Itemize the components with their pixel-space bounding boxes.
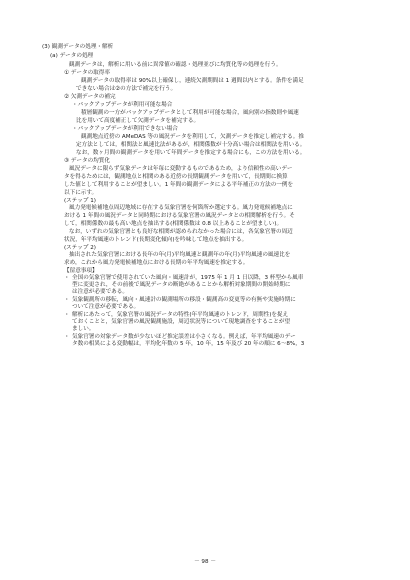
text-line: は注意が必要である。 xyxy=(72,289,128,295)
text-line: 以下に示す。 xyxy=(64,190,98,196)
section-heading: (3) 観測データの処理・解析 xyxy=(42,44,114,50)
text-line: 解析にあたって，気象官署の風況データの特性(年平均風速のトレンド，周期性)を捉え xyxy=(72,312,289,318)
text-line: なお，いずれの気象官署とも良好な相関が認められなかった場合には，各気象官署の周辺 xyxy=(69,229,293,235)
text-line: なお，数ヶ月間の観測データを用いて年間データを推定する場合にも，この方法を用いる。 xyxy=(76,150,306,156)
item-heading-homogenization: ③ データの均質化 xyxy=(64,158,110,164)
intro-paragraph xyxy=(42,62,372,69)
page-number: － 98 － xyxy=(194,559,216,565)
step-1-heading: (ステップ 1) xyxy=(64,198,96,204)
note-item xyxy=(64,297,372,311)
text-line: 風況データに限らず気象データは年毎に変動するものであるため，より信頼性の高いデー xyxy=(69,166,293,172)
text-line: 積層観測の一方がバックアップデータとして利用が可能な場合，風向別の指数則や風速 xyxy=(81,110,299,116)
document-body xyxy=(42,44,372,349)
text-line: おける 1 年間の風況データと同時期における気象官署の風況データとの相関解析を行う。そ xyxy=(64,213,295,219)
backup-unavailable-paragraph xyxy=(42,134,372,157)
subitem-heading-backup-available: ・バックアップデータが利用可能な場合 xyxy=(72,102,173,108)
acquisition-rate-paragraph xyxy=(42,78,372,93)
text-line: 観測データの取得率は 90%以上確保し，連続欠測期間は 1 週間以内とする。条件を満足 xyxy=(81,78,304,84)
text-line: 気象官署の対象データ数が少ないほど推定誤差は小さくなる。例えば，年平均風速のデー xyxy=(72,334,296,340)
item-heading-acquisition-rate: ① データの取得率 xyxy=(64,70,110,76)
text-line: ついて注意が必要である。 xyxy=(72,304,140,310)
text-line: 全国の気象官署で使用されていた風向・風速計が，1975 年 1 月 1 日以降，3 杯型から風車 xyxy=(72,275,304,281)
text-line: して，相関係数の最も高い地点を抽出する(相関係数は 0.8 以上あることが望ましい)。 xyxy=(64,221,283,227)
note-text xyxy=(72,275,372,296)
text-line: 状況，年平均風速のトレンド(長期変化傾向)を吟味して地点を抽出する。 xyxy=(64,237,248,243)
step-2-paragraph xyxy=(42,252,372,267)
note-item xyxy=(64,312,372,333)
notes-heading: 【留意事項】 xyxy=(64,268,98,274)
homogenization-paragraph xyxy=(42,166,372,197)
text-line: 求め，これから風力発電候補地点における長期の年平均風速を推定する。 xyxy=(64,260,249,266)
text-line: ておくことと，気象官署の風況観測施設，周辺状況等について現地調査をすることが望 xyxy=(72,319,291,325)
step-1-paragraph xyxy=(42,205,372,244)
subsection-heading: (a) データの処理 xyxy=(50,53,94,59)
text-line: 型に変更され，その前後で風況データの断絶があることから解析対象期間の開始時期に xyxy=(72,282,291,288)
text-line: した値として利用することが望ましい。1 年間の観測データによる平年補正の方法の一例を xyxy=(64,182,294,188)
note-text xyxy=(72,312,372,333)
text-line: タ数の相異による変動幅は，平均化年数の 5 年，10 年，15 年及び 20 年の順に 6～8%，3 xyxy=(72,341,305,347)
bullet: ・ xyxy=(64,275,70,281)
note-text xyxy=(72,334,372,348)
step-2-heading: (ステップ 2) xyxy=(64,245,96,251)
text-line: 定方法としては，相関法と風速比法があるが，相関係数が十分高い場合は相関法を用いる。 xyxy=(76,142,306,148)
bullet: ・ xyxy=(64,312,70,318)
backup-available-paragraph xyxy=(42,110,372,125)
text-line: 観測データは，解析に用いる前に異常値の確認・処理並びに均質化等の処理を行う。 xyxy=(69,62,282,68)
subitem-heading-backup-unavailable: ・バックアップデータが利用できない場合 xyxy=(72,126,178,132)
bullet: ・ xyxy=(64,297,70,303)
note-item xyxy=(64,275,372,296)
text-line: 比を用いて高度補正して欠測データを補完する。 xyxy=(76,118,200,124)
text-line: 観測地点近傍の AMeDAS 等の風況データを利用して，欠測データを推定し補完する。推 xyxy=(81,134,304,140)
text-line: タを得るためには，観測地点と相関のある近傍の長期観測データを用いて，長期間に換算 xyxy=(64,174,288,180)
text-line: できない場合は②の方法で補完を行う。 xyxy=(76,86,177,92)
item-heading-missing-data: ② 欠測データの補完 xyxy=(64,94,116,100)
text-line: 抽出された気象官署における長年の年(月)平均風速と観測年の年(月)平均風速の風速比を xyxy=(69,252,291,258)
note-item xyxy=(64,334,372,348)
text-line: 気象観測所の移転，風向・風速計の観測場所の移設・観測高の変更等の有無や実施時期に xyxy=(72,297,296,303)
note-text xyxy=(72,297,372,311)
notes-list xyxy=(42,275,372,348)
text-line: 風力発電候補地点周辺地域に存在する気象官署を何箇所か選定する。風力発電候補地点に xyxy=(69,205,293,211)
text-line: ましい。 xyxy=(72,326,95,332)
bullet: ・ xyxy=(64,334,70,340)
